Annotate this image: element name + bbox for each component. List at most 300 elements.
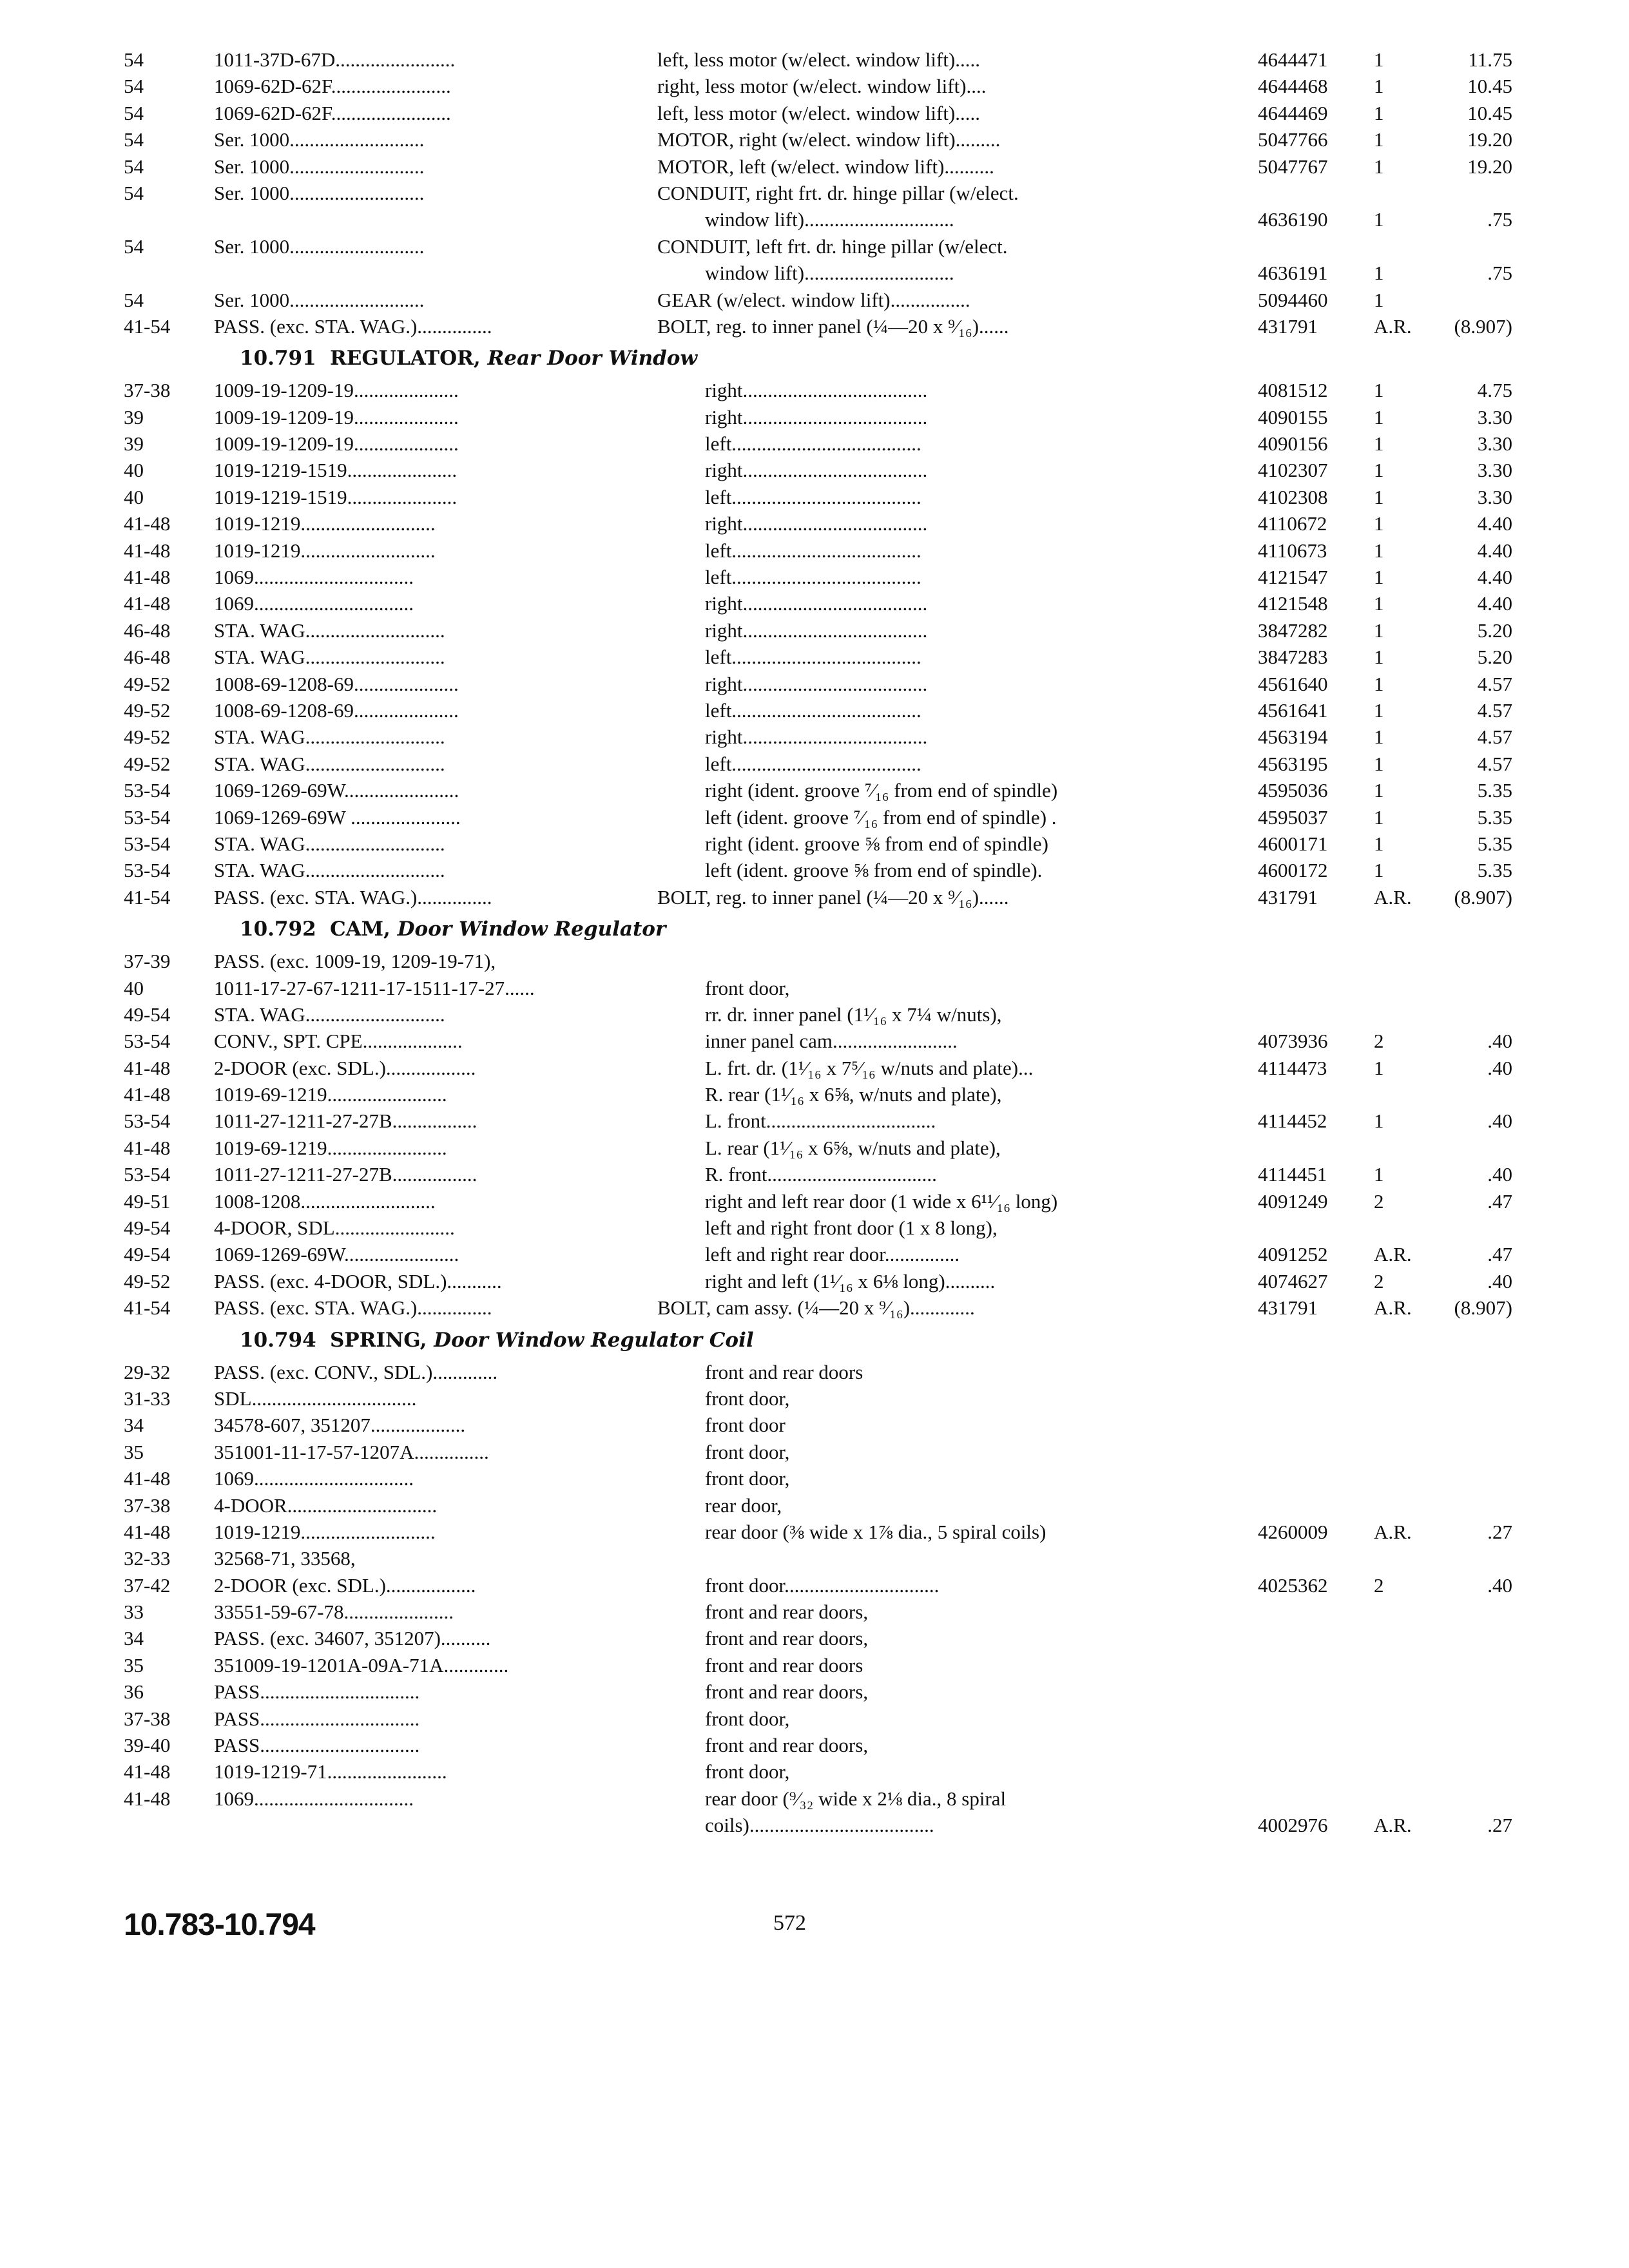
price: .75	[1487, 262, 1512, 285]
price: 5.35	[1477, 832, 1512, 855]
model-years: 53-54	[124, 832, 171, 855]
model-years: 40	[124, 459, 144, 482]
price: 4.57	[1477, 698, 1512, 722]
part-description: front and rear doors	[705, 1360, 863, 1383]
part-number: 4110672	[1258, 512, 1327, 535]
parts-row	[124, 1625, 1400, 1651]
model-years: 41-48	[124, 1760, 171, 1783]
model-numbers: 1069................................	[214, 1787, 414, 1810]
parts-row	[124, 537, 1512, 564]
model-years: 39	[124, 432, 144, 456]
model-years: 49-52	[124, 672, 171, 695]
quantity: 1	[1374, 672, 1384, 695]
model-years: 29-32	[124, 1360, 171, 1383]
part-description: right.....................................	[705, 405, 928, 428]
model-numbers: 1008-69-1208-69.....................	[214, 672, 459, 695]
model-years: 36	[124, 1680, 144, 1704]
parts-row	[124, 100, 1512, 126]
model-numbers: 33551-59-67-78......................	[214, 1600, 454, 1624]
price: 19.20	[1467, 128, 1512, 151]
part-description: L. frt. dr. (1¹⁄₁₆ x 7⁵⁄₁₆ w/nuts and plate)...	[705, 1056, 1034, 1079]
quantity: A.R.	[1374, 314, 1412, 338]
part-number: 431791	[1258, 1296, 1318, 1320]
parts-row	[124, 1161, 1512, 1187]
model-numbers: 34578-607, 351207...................	[214, 1414, 466, 1437]
price: 4.40	[1477, 539, 1512, 562]
part-description: front door,	[705, 1387, 790, 1410]
part-description: BOLT, reg. to inner panel (¼—20 x ⁹⁄₁₆)......	[657, 314, 1009, 338]
model-years: 49-52	[124, 752, 171, 775]
model-years: 54	[124, 128, 144, 151]
part-number: 4114473	[1258, 1056, 1327, 1079]
parts-row	[124, 313, 1512, 340]
section-s791	[124, 340, 1512, 910]
model-years: 34	[124, 1414, 144, 1437]
part-number: 4636191	[1258, 262, 1328, 285]
parts-row	[124, 404, 1512, 430]
quantity: A.R.	[1374, 1243, 1412, 1266]
part-number: 4563195	[1258, 752, 1328, 775]
parts-row	[124, 206, 1512, 233]
parts-row	[124, 510, 1512, 537]
model-numbers: 1009-19-1209-19.....................	[214, 405, 459, 428]
part-description: front and rear doors	[705, 1653, 863, 1677]
part-number: 5047767	[1258, 155, 1328, 178]
parts-row	[124, 1652, 1400, 1678]
price: 10.45	[1467, 75, 1512, 98]
part-number: 4114452	[1258, 1110, 1327, 1133]
parts-row	[124, 1188, 1512, 1215]
part-number: 4114451	[1258, 1163, 1327, 1186]
price: (8.907)	[1454, 1296, 1512, 1320]
model-numbers: 1019-1219-1519......................	[214, 485, 458, 508]
price: 19.20	[1467, 155, 1512, 178]
part-description: right and left rear door (1 wide x 6¹¹⁄₁₆ long)	[705, 1189, 1058, 1213]
parts-row	[124, 751, 1512, 777]
part-description: front and rear doors,	[705, 1680, 869, 1704]
model-numbers: Ser. 1000...........................	[214, 155, 425, 178]
price: 4.40	[1477, 512, 1512, 535]
price: 3.30	[1477, 405, 1512, 428]
parts-row	[124, 1215, 1400, 1241]
model-years: 37-39	[124, 950, 171, 973]
part-number: 4025362	[1258, 1573, 1328, 1597]
quantity: 1	[1374, 805, 1384, 829]
part-number: 4090156	[1258, 432, 1328, 456]
quantity: 1	[1374, 1110, 1384, 1133]
part-description: window lift)..............................	[705, 262, 954, 285]
part-description: BOLT, reg. to inner panel (¼—20 x ⁹⁄₁₆)......	[657, 885, 1009, 908]
model-numbers: 351001-11-17-57-1207A...............	[214, 1440, 489, 1463]
quantity: 1	[1374, 646, 1384, 669]
price: 4.40	[1477, 592, 1512, 615]
quantity: 1	[1374, 566, 1384, 589]
part-description: left......................................	[705, 485, 921, 508]
quantity: 1	[1374, 262, 1384, 285]
part-description: right (ident. groove ⅝ from end of spindle)	[705, 832, 1048, 855]
part-description: left......................................	[705, 539, 921, 562]
part-number: 4121548	[1258, 592, 1328, 615]
model-numbers: 1069................................	[214, 592, 414, 615]
part-description: right and left (1¹⁄₁₆ x 6⅛ long)..........	[705, 1269, 996, 1293]
parts-row	[124, 1028, 1512, 1054]
part-description: front door,	[705, 1760, 790, 1783]
quantity: A.R.	[1374, 1520, 1412, 1543]
model-years: 53-54	[124, 805, 171, 829]
model-years: 37-38	[124, 379, 171, 402]
parts-row	[124, 180, 1400, 206]
parts-row	[124, 1439, 1400, 1465]
part-description: rear door,	[705, 1494, 782, 1517]
part-description: rear door (⁹⁄₃₂ wide x 2⅛ dia., 8 spiral	[705, 1787, 1007, 1810]
part-number: 3847282	[1258, 619, 1328, 642]
price: 10.45	[1467, 101, 1512, 124]
quantity: 1	[1374, 512, 1384, 535]
parts-row	[124, 1465, 1400, 1492]
price: 4.75	[1477, 379, 1512, 402]
parts-row	[124, 1732, 1400, 1758]
part-description: right.....................................	[705, 512, 928, 535]
parts-row	[124, 73, 1512, 99]
price: 5.35	[1477, 779, 1512, 802]
quantity: 1	[1374, 698, 1384, 722]
section-heading	[124, 340, 1400, 377]
part-description: front door,	[705, 976, 790, 999]
part-number: 4563194	[1258, 726, 1328, 749]
model-numbers: 1011-37D-67D........................	[214, 48, 456, 71]
section-heading	[124, 910, 1400, 948]
price: 5.35	[1477, 859, 1512, 882]
quantity: 1	[1374, 726, 1384, 749]
part-number: 4110673	[1258, 539, 1327, 562]
parts-row	[124, 1519, 1512, 1545]
parts-row	[124, 831, 1512, 857]
parts-row	[124, 287, 1400, 313]
model-years: 53-54	[124, 1110, 171, 1133]
parts-row	[124, 804, 1512, 831]
model-years: 35	[124, 1653, 144, 1677]
model-years: 32-33	[124, 1547, 171, 1570]
parts-row	[124, 777, 1512, 803]
section-range: 10.783-10.794	[124, 1908, 315, 1942]
quantity: 1	[1374, 1163, 1384, 1186]
model-years: 54	[124, 181, 144, 204]
part-number: 4090155	[1258, 405, 1328, 428]
model-numbers: PASS. (exc. STA. WAG.)...............	[214, 1296, 492, 1320]
part-description: front and rear doors,	[705, 1600, 869, 1624]
model-years: 41-48	[124, 1467, 171, 1490]
quantity: 2	[1374, 1189, 1384, 1213]
price: 3.30	[1477, 485, 1512, 508]
model-years: 46-48	[124, 619, 171, 642]
price: .40	[1487, 1056, 1512, 1079]
part-description: front door...............................	[705, 1573, 940, 1597]
quantity: 1	[1374, 101, 1384, 124]
model-numbers: 1019-1219-71........................	[214, 1760, 447, 1783]
quantity: 1	[1374, 1056, 1384, 1079]
quantity: A.R.	[1374, 1814, 1412, 1837]
model-numbers: 1019-1219...........................	[214, 512, 436, 535]
part-description: CONDUIT, right frt. dr. hinge pillar (w/elect.	[657, 181, 1019, 204]
section-title-main: REGULATOR,	[330, 347, 481, 370]
part-description: left......................................	[705, 432, 921, 456]
model-years: 46-48	[124, 646, 171, 669]
price: 3.30	[1477, 432, 1512, 456]
price: (8.907)	[1454, 885, 1512, 908]
quantity: 1	[1374, 48, 1384, 71]
price: 4.40	[1477, 566, 1512, 589]
model-years: 41-48	[124, 592, 171, 615]
quantity: 2	[1374, 1573, 1384, 1597]
part-description: L. rear (1¹⁄₁₆ x 6⅝, w/nuts and plate),	[705, 1136, 1001, 1159]
quantity: 2	[1374, 1030, 1384, 1053]
model-years: 41-54	[124, 314, 171, 338]
model-numbers: Ser. 1000...........................	[214, 128, 425, 151]
model-numbers: 1069................................	[214, 1467, 414, 1490]
part-number: 5094460	[1258, 288, 1328, 311]
part-description: rr. dr. inner panel (1¹⁄₁₆ x 7¼ w/nuts),	[705, 1003, 1002, 1026]
model-years: 33	[124, 1600, 144, 1624]
parts-row	[124, 484, 1512, 510]
price: .47	[1487, 1189, 1512, 1213]
part-description: left (ident. groove ⅝ from end of spindle).	[705, 859, 1043, 882]
section-title-main: SPRING,	[330, 1328, 427, 1352]
parts-row	[124, 1599, 1400, 1625]
part-description: right.....................................	[705, 619, 928, 642]
quantity: 1	[1374, 592, 1384, 615]
part-description: MOTOR, right (w/elect. window lift).........	[657, 128, 1001, 151]
parts-row	[124, 430, 1512, 457]
model-years: 49-52	[124, 1269, 171, 1293]
model-years: 54	[124, 48, 144, 71]
model-numbers: PASS................................	[214, 1734, 420, 1757]
part-number: 431791	[1258, 885, 1318, 908]
section-heading	[124, 1321, 1400, 1359]
model-numbers: Ser. 1000...........................	[214, 288, 425, 311]
part-description: window lift)..............................	[705, 208, 954, 231]
model-numbers: 351009-19-1201A-09A-71A.............	[214, 1653, 509, 1677]
parts-row	[124, 1785, 1400, 1812]
quantity: 1	[1374, 208, 1384, 231]
section-s792	[124, 910, 1512, 1321]
price: 4.57	[1477, 726, 1512, 749]
quantity: 1	[1374, 405, 1384, 428]
model-years: 53-54	[124, 1163, 171, 1186]
model-years: 39	[124, 405, 144, 428]
model-years: 54	[124, 75, 144, 98]
model-numbers: PASS................................	[214, 1707, 420, 1730]
price: 3.30	[1477, 459, 1512, 482]
quantity: 1	[1374, 779, 1384, 802]
quantity: 1	[1374, 485, 1384, 508]
model-years: 39-40	[124, 1734, 171, 1757]
part-description: inner panel cam.........................	[705, 1030, 958, 1053]
model-years: 31-33	[124, 1387, 171, 1410]
parts-row	[124, 1385, 1400, 1412]
model-years: 54	[124, 101, 144, 124]
part-description: left, less motor (w/elect. window lift).....	[657, 101, 981, 124]
section-title	[330, 1321, 754, 1359]
quantity: A.R.	[1374, 885, 1412, 908]
model-numbers: Ser. 1000...........................	[214, 235, 425, 258]
price: 5.20	[1477, 619, 1512, 642]
section-number: 10.791	[240, 347, 316, 370]
model-numbers: 32568-71, 33568,	[214, 1547, 356, 1570]
section-title-rest: Rear Door Window	[487, 347, 698, 370]
part-description: right (ident. groove ⁷⁄₁₆ from end of spindle)	[705, 779, 1058, 802]
parts-row	[124, 1812, 1512, 1838]
price: .40	[1487, 1269, 1512, 1293]
model-numbers: SDL.................................	[214, 1387, 417, 1410]
model-numbers: 1019-1219...........................	[214, 1520, 436, 1543]
section-title	[330, 910, 666, 948]
part-description: coils).....................................	[705, 1814, 934, 1837]
model-numbers: 1011-27-1211-27-27B.................	[214, 1163, 477, 1186]
parts-row	[124, 126, 1512, 153]
model-years: 41-48	[124, 1520, 171, 1543]
parts-row	[124, 1678, 1400, 1705]
model-numbers: PASS. (exc. 1009-19, 1209-19-71),	[214, 950, 496, 973]
quantity: 1	[1374, 832, 1384, 855]
parts-row	[124, 948, 1400, 974]
model-numbers: 1019-1219-1519......................	[214, 459, 458, 482]
part-description: left......................................	[705, 566, 921, 589]
part-number: 3847283	[1258, 646, 1328, 669]
model-numbers: Ser. 1000...........................	[214, 181, 425, 204]
part-description: right, less motor (w/elect. window lift)....	[657, 75, 987, 98]
parts-row	[124, 1268, 1512, 1294]
part-number: 4091249	[1258, 1189, 1328, 1213]
parts-row	[124, 1135, 1400, 1161]
part-description: BOLT, cam assy. (¼—20 x ⁹⁄₁₆).............	[657, 1296, 975, 1320]
part-number: 4644468	[1258, 75, 1328, 98]
section-s794	[124, 1321, 1512, 1839]
part-description: left......................................	[705, 698, 921, 722]
part-number: 4644469	[1258, 101, 1328, 124]
quantity: 1	[1374, 459, 1384, 482]
model-numbers: STA. WAG............................	[214, 832, 445, 855]
price: .40	[1487, 1163, 1512, 1186]
model-numbers: STA. WAG............................	[214, 1003, 445, 1026]
price: .40	[1487, 1030, 1512, 1053]
section-title-main: CAM,	[330, 918, 390, 941]
part-description: right.....................................	[705, 592, 928, 615]
part-description: R. front..................................	[705, 1163, 937, 1186]
parts-catalog-page	[124, 46, 1512, 1839]
model-numbers: PASS. (exc. 4-DOOR, SDL.)...........	[214, 1269, 502, 1293]
part-description: GEAR (w/elect. window lift)................	[657, 288, 970, 311]
part-number: 4644471	[1258, 48, 1328, 71]
model-years: 41-48	[124, 1083, 171, 1106]
model-numbers: PASS................................	[214, 1680, 420, 1704]
model-numbers: 1069-1269-69W.......................	[214, 779, 459, 802]
price: 5.20	[1477, 646, 1512, 669]
model-numbers: 1011-27-1211-27-27B.................	[214, 1110, 477, 1133]
parts-row	[124, 590, 1512, 617]
part-number: 4260009	[1258, 1520, 1328, 1543]
part-description: right.....................................	[705, 672, 928, 695]
price: .27	[1487, 1520, 1512, 1543]
price: 11.75	[1468, 48, 1512, 71]
model-years: 53-54	[124, 859, 171, 882]
part-description: left (ident. groove ⁷⁄₁₆ from end of spindle) .	[705, 805, 1057, 829]
part-number: 4102308	[1258, 485, 1328, 508]
model-numbers: 1008-69-1208-69.....................	[214, 698, 459, 722]
part-description: R. rear (1¹⁄₁₆ x 6⅝, w/nuts and plate),	[705, 1083, 1002, 1106]
price: .27	[1487, 1814, 1512, 1837]
model-years: 35	[124, 1440, 144, 1463]
part-number: 4073936	[1258, 1030, 1328, 1053]
model-years: 37-38	[124, 1707, 171, 1730]
part-number: 4595037	[1258, 805, 1328, 829]
price: (8.907)	[1454, 314, 1512, 338]
part-number: 4561641	[1258, 698, 1328, 722]
model-numbers: 1019-69-1219........................	[214, 1136, 447, 1159]
model-numbers: 1069-62D-62F........................	[214, 101, 451, 124]
part-description: front and rear doors,	[705, 1627, 869, 1650]
model-years: 49-54	[124, 1003, 171, 1026]
model-years: 49-52	[124, 698, 171, 722]
section-number: 10.794	[240, 1328, 316, 1352]
model-numbers: STA. WAG............................	[214, 752, 445, 775]
model-numbers: 1069................................	[214, 566, 414, 589]
parts-row	[124, 724, 1512, 750]
parts-row	[124, 260, 1512, 286]
quantity: 2	[1374, 1269, 1384, 1293]
parts-row	[124, 1055, 1512, 1081]
price: 5.35	[1477, 805, 1512, 829]
quantity: 1	[1374, 128, 1384, 151]
section-number: 10.792	[240, 918, 316, 941]
parts-row	[124, 644, 1512, 670]
model-years: 41-48	[124, 512, 171, 535]
section-title-rest: Door Window Regulator Coil	[434, 1328, 754, 1352]
parts-row	[124, 233, 1400, 260]
parts-row	[124, 46, 1512, 73]
part-number: 431791	[1258, 314, 1318, 338]
part-number: 4002976	[1258, 1814, 1328, 1837]
parts-row	[124, 697, 1512, 724]
model-years: 49-51	[124, 1189, 171, 1213]
part-description: left and right front door (1 x 8 long),	[705, 1216, 998, 1240]
section-cont	[124, 46, 1512, 340]
model-numbers: STA. WAG............................	[214, 859, 445, 882]
model-numbers: 4-DOOR..............................	[214, 1494, 438, 1517]
part-number: 5047766	[1258, 128, 1328, 151]
price: .40	[1487, 1110, 1512, 1133]
price: 4.57	[1477, 672, 1512, 695]
quantity: 1	[1374, 432, 1384, 456]
model-numbers: 1009-19-1209-19.....................	[214, 432, 459, 456]
parts-row	[124, 1758, 1400, 1785]
parts-row	[124, 884, 1512, 910]
part-description: front door,	[705, 1707, 790, 1730]
parts-row	[124, 457, 1512, 483]
part-description: rear door (⅜ wide x 1⅞ dia., 5 spiral coils)	[705, 1520, 1046, 1543]
model-numbers: STA. WAG............................	[214, 726, 445, 749]
section-title	[330, 340, 697, 377]
part-number: 4561640	[1258, 672, 1328, 695]
model-years: 41-48	[124, 1056, 171, 1079]
parts-row	[124, 1412, 1400, 1438]
part-description: L. front..................................	[705, 1110, 936, 1133]
parts-row	[124, 1294, 1512, 1321]
part-description: left......................................	[705, 752, 921, 775]
quantity: 1	[1374, 619, 1384, 642]
part-description: right.....................................	[705, 459, 928, 482]
model-years: 53-54	[124, 1030, 171, 1053]
model-years: 49-52	[124, 726, 171, 749]
